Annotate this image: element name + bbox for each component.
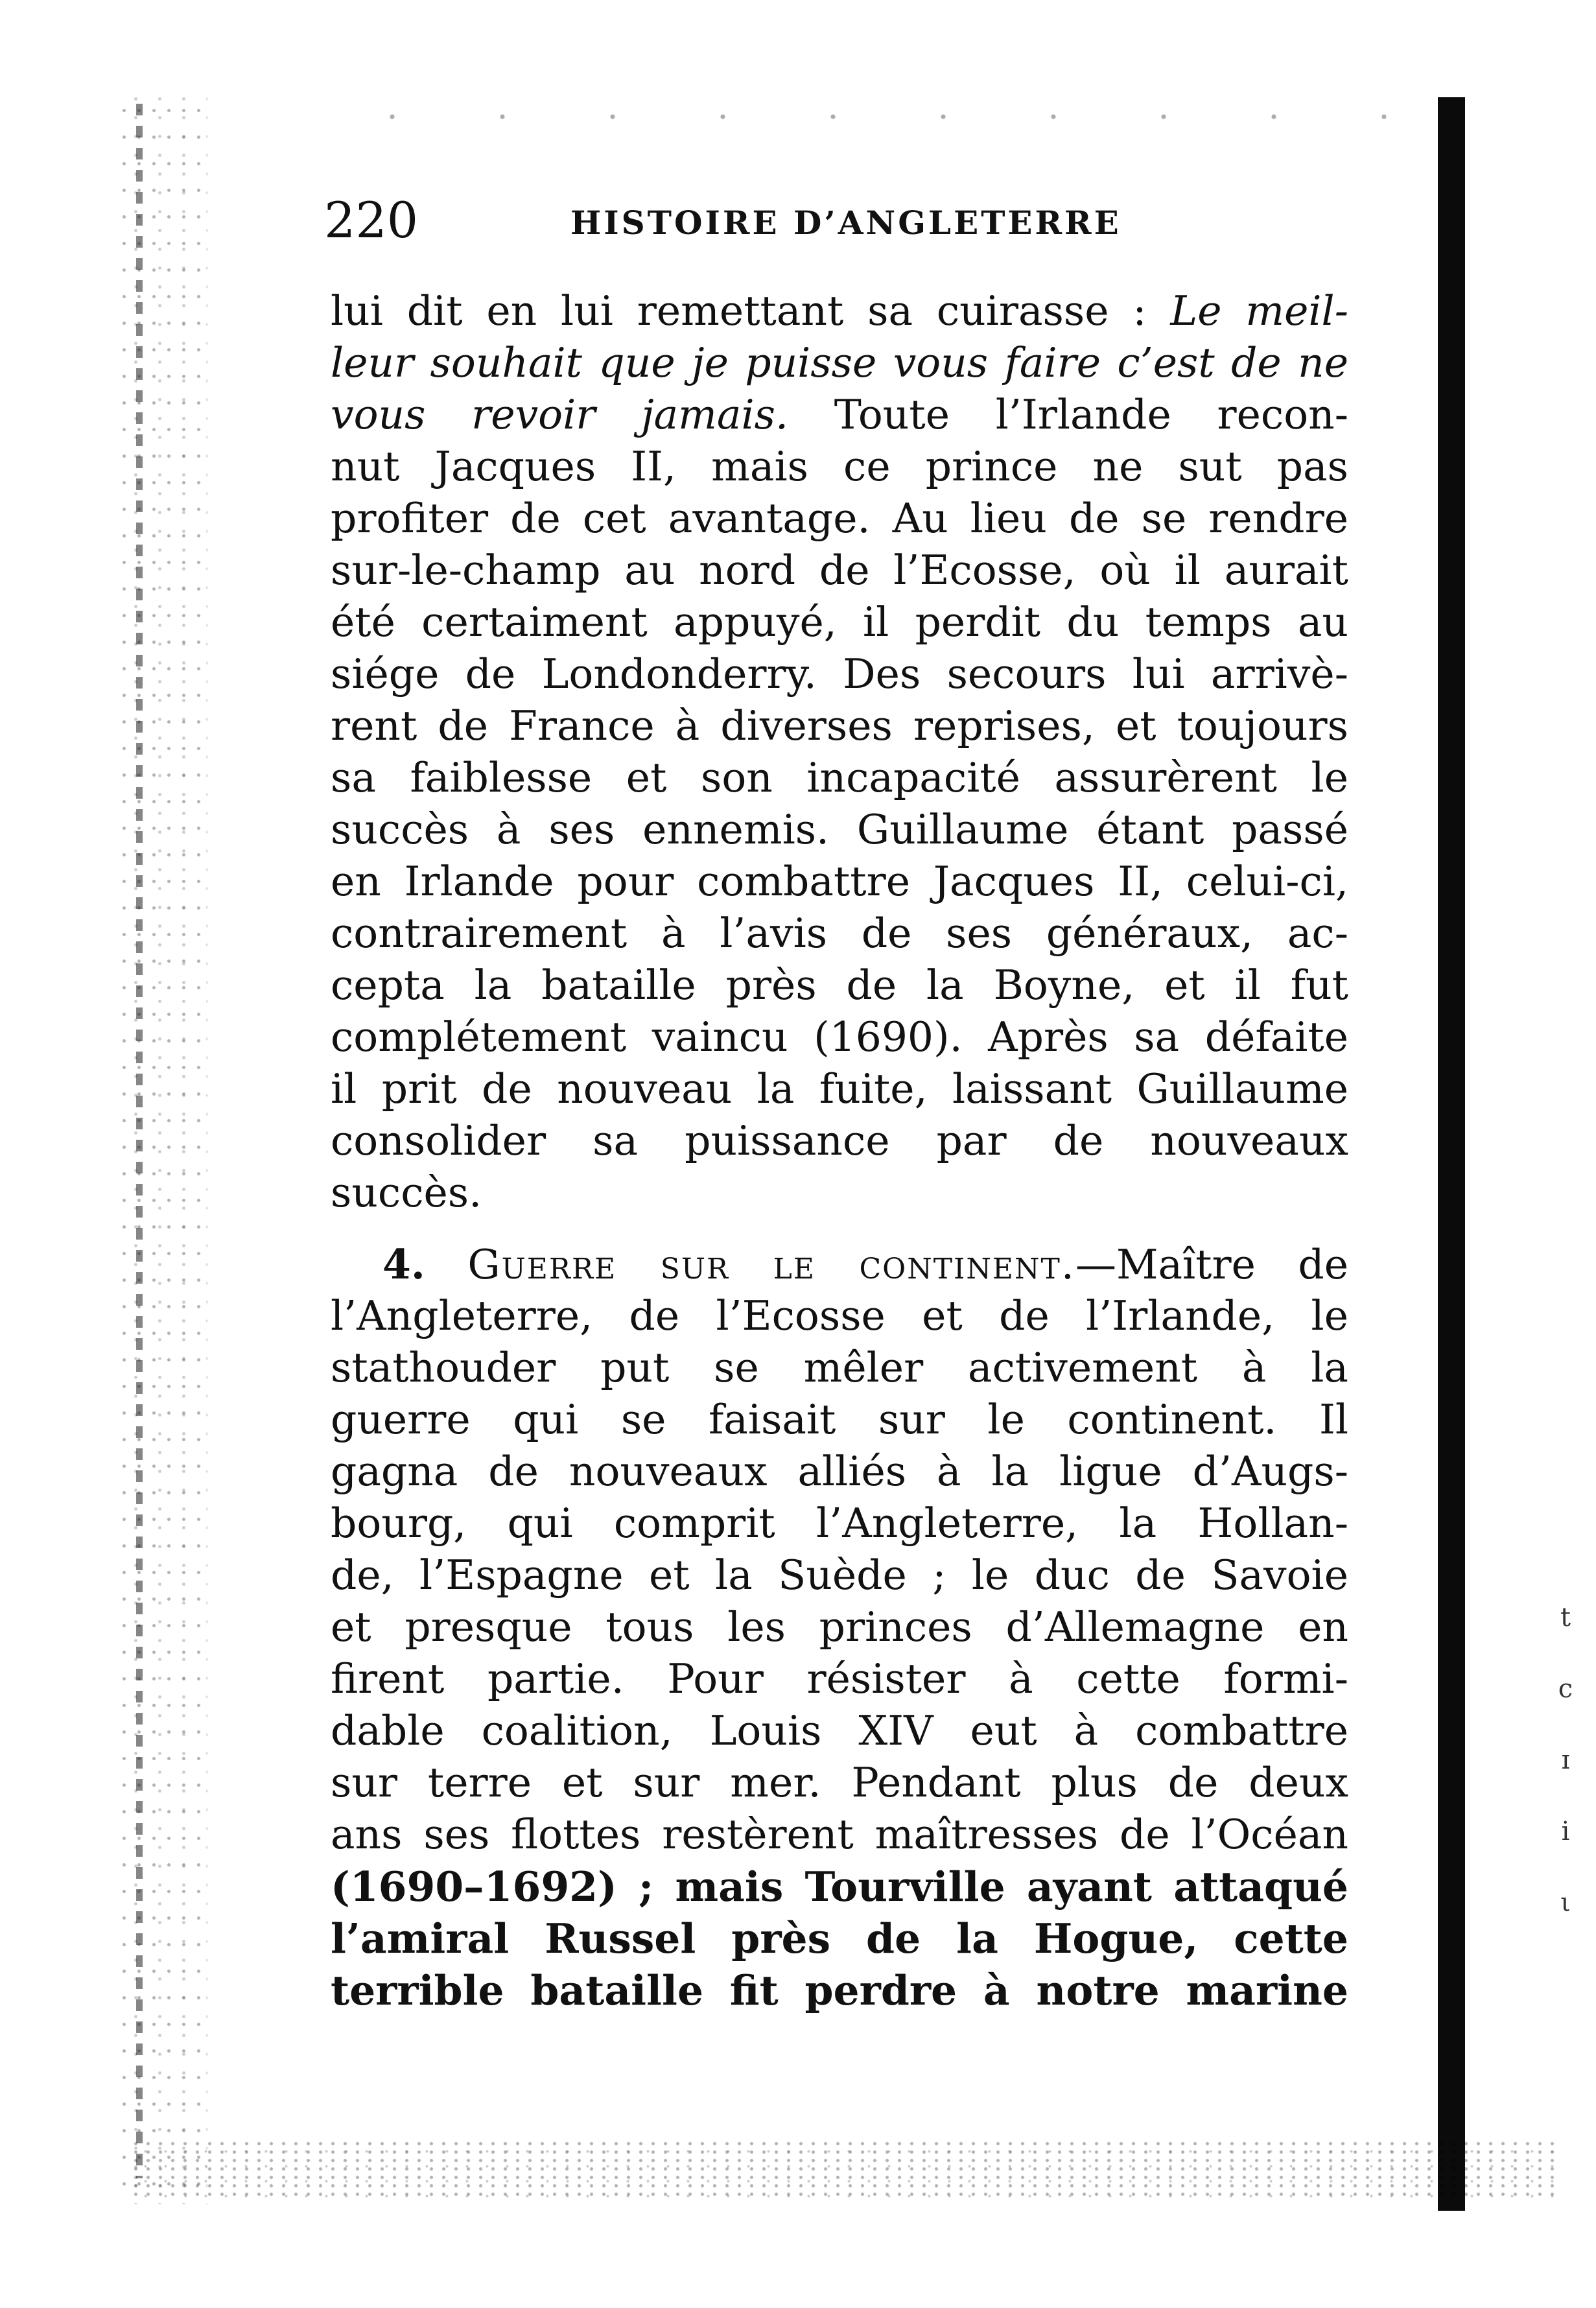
text-line: il prit de nouveau la fuite, laissant Guillaume — [331, 1065, 1348, 1113]
page-number: 220 — [324, 191, 419, 249]
italic-span: Le meil- — [1170, 287, 1348, 335]
text-line: siége de Londonderry. Des secours lui arrivè- — [331, 650, 1348, 698]
text-line: en Irlande pour combattre Jacques II, celui-ci, — [331, 858, 1348, 905]
gutter-edge — [136, 104, 143, 2178]
margin-mark: ι — [1560, 1888, 1571, 1918]
text-line: consolider sa puissance par de nouveaux — [331, 1117, 1348, 1164]
text-line: de, l’Espagne et la Suède ; le duc de Savoie — [331, 1551, 1348, 1599]
text-line: cepta la bataille près de la Boyne, et il fut — [331, 961, 1348, 1009]
text-line: l’amiral Russel près de la Hogue, cette — [331, 1914, 1348, 1962]
text-span: Toute l’Irlande recon- — [788, 391, 1349, 438]
text-span: —Maître de — [1075, 1241, 1349, 1288]
text-line: nut Jacques II, mais ce prince ne sut pas — [331, 443, 1348, 490]
margin-mark: c — [1558, 1674, 1573, 1704]
page-header — [324, 188, 1232, 253]
margin-mark: i — [1561, 1817, 1570, 1846]
italic-span: vous revoir jamais. — [331, 391, 788, 438]
text-line: profiter de cet avantage. Au lieu de se rendre — [331, 495, 1348, 542]
top-scan-noise — [337, 104, 1407, 130]
text-line: stathouder put se mêler activement à la — [331, 1344, 1348, 1391]
text-line — [331, 337, 1348, 389]
italic-span: leur souhait que je puisse vous faire c’est de ne — [331, 339, 1348, 386]
text-line — [331, 285, 1348, 337]
binding-bar — [1438, 97, 1465, 2211]
running-head: HISTOIRE D’ANGLETERRE — [570, 204, 1121, 242]
text-line: été certaiment appuyé, il perdit du temps au — [331, 598, 1348, 646]
text-line: sa faiblesse et son incapacité assurèrent le — [331, 754, 1348, 801]
paragraph-gap — [331, 1219, 1348, 1238]
text-line: complétement vaincu (1690). Après sa défaite — [331, 1013, 1348, 1061]
text-line — [331, 389, 1348, 441]
text-line: firent partie. Pour résister à cette formi- — [331, 1655, 1348, 1702]
text-line: gagna de nouveaux alliés à la ligue d’Augs- — [331, 1448, 1348, 1495]
body-text — [331, 285, 1348, 2016]
text-line: (1690–1692) ; mais Tourville ayant attaqué — [331, 1863, 1348, 1911]
text-line: bourg, qui comprit l’Angleterre, la Hollan- — [331, 1500, 1348, 1547]
text-span: lui dit en lui remettant sa cuirasse : — [331, 287, 1171, 335]
text-line: sur terre et sur mer. Pendant plus de deux — [331, 1759, 1348, 1806]
section-number: 4. — [382, 1240, 425, 1288]
margin-mark: ɪ — [1561, 1745, 1570, 1775]
text-line: guerre qui se faisait sur le continent. Il — [331, 1396, 1348, 1443]
text-line: dable coalition, Louis XIV eut à combattre — [331, 1707, 1348, 1754]
text-line: rent de France à diverses reprises, et toujours — [331, 702, 1348, 749]
text-line: succès à ses ennemis. Guillaume étant passé — [331, 806, 1348, 853]
text-line: l’Angleterre, de l’Ecosse et de l’Irlande, le — [331, 1292, 1348, 1339]
right-margin-marks — [1553, 1582, 1578, 2101]
text-line: succès. — [331, 1169, 482, 1216]
text-line: ans ses flottes restèrent maîtresses de l’Océan — [331, 1811, 1348, 1858]
text-line: sur-le-champ au nord de l’Ecosse, où il aurait — [331, 547, 1348, 594]
text-line: terrible bataille fit perdre à notre marine — [331, 1966, 1348, 2014]
gutter-speckle — [117, 97, 207, 2204]
bottom-scan-noise — [130, 2139, 1556, 2198]
margin-mark: t — [1560, 1603, 1571, 1632]
text-line: contrairement à l’avis de ses généraux, ac- — [331, 910, 1348, 957]
section-heading: Guerre sur le continent. — [467, 1241, 1075, 1288]
text-line: et presque tous les princes d’Allemagne en — [331, 1603, 1348, 1651]
section-heading-line — [331, 1238, 1348, 1290]
